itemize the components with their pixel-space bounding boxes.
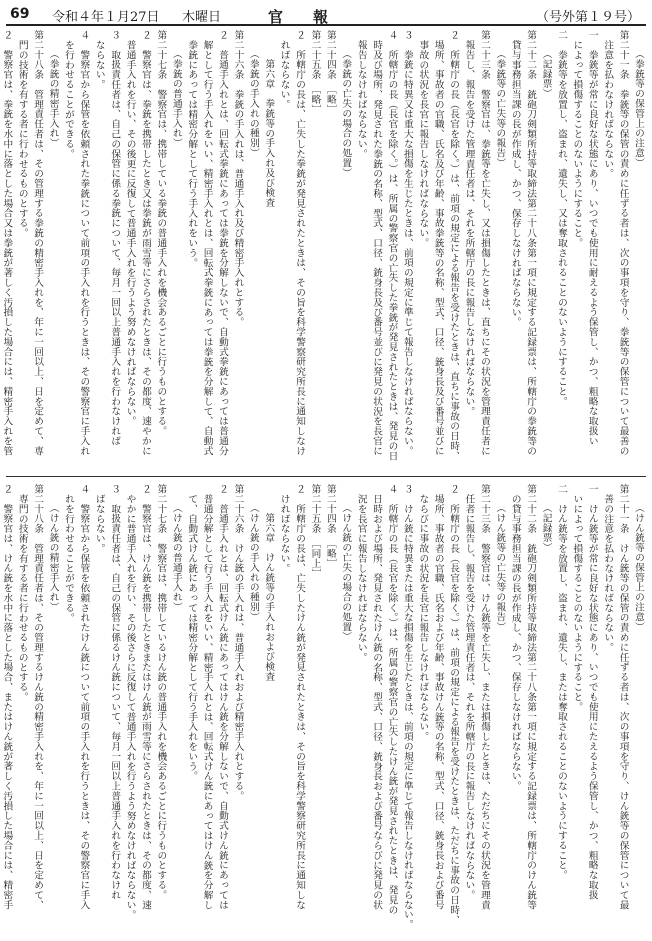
page-number: 69 [10, 6, 30, 22]
text-line: ２ 所轄庁の長は、亡失したけん銃が発見されたときは、その旨を科学警察研究所長に通知しな [294, 484, 306, 910]
text-line: 任者に報告し、報告を受けた管理責任者は、それを所轄庁の長に報告しなければならない。 [463, 493, 475, 900]
text-line: （けん銃の亡失の場合の処置） [340, 503, 352, 642]
text-line: ３ けん銃に特異または重大な損傷を生じたときは、前項の規定に準じて報告しなければならない。 [401, 484, 413, 930]
text-line: ならびに事故の状況を長官に報告しなければならない。 [417, 493, 429, 742]
text-line: ４ 警察官から保管を依頼された拳銃について前項の手入れを行うときは、その警察官に手入れ [78, 30, 90, 456]
text-line: （けん銃等の亡失等の報告） [494, 503, 506, 633]
text-line: いによって損傷することのないようにすること。 [571, 493, 583, 712]
text-line: 況を長官に報告しなければならない。 [355, 493, 367, 662]
text-line: によって損傷することのないようにすること。 [571, 39, 583, 248]
text-line: 第二十四条 ［略］ [324, 30, 336, 115]
text-line: 解として行う手入れをいい、精密手入れとは、回転式拳銃にあっては拳銃を分解して、自動式 [201, 39, 213, 456]
text-line: 第二十三条 警察官は、拳銃等を亡失し、又は損傷したときは、直ちにその状況を管理責任者に [478, 30, 490, 456]
text-line: 報告し、報告を受けた管理責任者は、それを所轄庁の長に報告しなければならない。 [463, 39, 475, 416]
text-line: （拳銃の普通手入れ） [170, 49, 182, 149]
text-line: 第二十四条 ［略］ [324, 484, 336, 569]
text-line: 注意を払わなければならない。 [602, 39, 614, 179]
text-line: 日時および場所、発見されたけん銃の名称、型式、口径、銃身長および番号ならびに発見の状 [371, 493, 383, 910]
text-line: ４ 所轄庁の長（長官を除く。）は、所属の警察官の亡失した拳銃が発見されたときは、発見の日 [386, 30, 398, 461]
text-line: 第六章 けん銃等の手入れおよび検査 [263, 513, 275, 682]
gazette-title: 官報 [268, 8, 359, 26]
text-line: （拳銃等の亡失等の報告） [494, 49, 506, 169]
text-line: ２ 所轄庁の長（長官を除く。）は、前項の規定による報告を受けたときは、ただちに事故の日時、 [448, 484, 460, 925]
text-line: 一 けん銃等が常に良好な状態にあり、いつでも使用にたえるよう保管し、かつ、粗略な取扱 [586, 484, 598, 900]
issue-number: （号外第１９号） [535, 10, 640, 25]
text-line: 拳銃にあっては精密分解として行う手入れをいう。 [186, 39, 198, 268]
text-line: ２ 警察官は、拳銃を水中に落とした場合又は拳銃が著しく汚損した場合には、精密手入れを管 [1, 30, 13, 456]
text-line: （記録票） [540, 503, 552, 553]
text-line: ければならない。 [278, 493, 290, 573]
text-line: れを行わせることができる。 [62, 493, 74, 623]
amended-text-panel [1, 30, 646, 472]
text-line: ３ 取扱責任者は、自己の保管に係る拳銃について、毎月一回以上普通手入れを行わなければ [109, 30, 121, 446]
text-line: 普通分解として行う手入れをいい、精密手入れとは、回転式けん銃にあってはけん銃を分解し [201, 493, 213, 910]
text-line: 二 けん銃等を放置し、盗まれ、遺失し、または奪取されることのないようにすること。 [555, 484, 567, 880]
page-header [6, 4, 646, 26]
issue-date: 令和４年１月27日 [52, 10, 160, 25]
text-line: 第二十二条 銃砲刀剣類所持等取締法第二十八条第一項に規定する記録票は、所轄庁のけん銃等 [525, 484, 537, 910]
text-line: ２ 所轄庁の長（長官を除く。）は、前項の規定による報告を受けたときは、直ちに事故の日時、 [448, 30, 460, 461]
text-line: ２ 警察官は、けん銃を携帯したときまたはけん銃が雨雪等にさらされたときは、その都度、速 [140, 484, 151, 910]
text-line: ２ 所轄庁の長は、亡失した拳銃が発見されたときは、その旨を科学警察研究所長に通知しなけ [294, 30, 306, 456]
text-line: やかに普通手入れを行い、その後さらに反復して普通手入れを行うよう努めなければならない。 [124, 493, 136, 920]
text-line: 場所、事故者の官職、氏名及び年齢、事故拳銃等の名称、型式、口径、銃身長及び番号並びに [432, 39, 444, 456]
text-line: （拳銃等の保管上の注意） [633, 49, 644, 169]
panel-divider [6, 476, 646, 477]
text-line: ２ 警察官は、拳銃を携帯したとき又は拳銃が雨雪等にさらされたときは、その都度、速やかに [140, 30, 151, 456]
text-line: 第二十三条 警察官は、けん銃等を亡失し、または損傷したときは、ただちにその状況を管理責 [478, 484, 490, 910]
text-line: ２ 普通手入れとは、回転式拳銃にあっては拳銃を分解しないで、自動式拳銃にあっては普通分 [217, 30, 229, 456]
text-line: の貸与事務担当課の長が作成し、かつ、保存しなければならない。 [509, 493, 521, 791]
text-line: 第二十八条 管理責任者は、その管理する拳銃の精密手入れを、年に一回以上、日を定めて、専 [32, 30, 44, 456]
text-line: 第二十六条 けん銃の手入れは、普通手入れおよび精密手入れとする。 [232, 484, 244, 801]
text-line: 第六章 拳銃等の手入れ及び検査 [263, 59, 275, 208]
text-line: 専門の技術を有する者に行わせるものとする。 [16, 493, 28, 702]
text-line: （けん銃の手入れの種別） [247, 503, 259, 623]
text-line: （記録票） [540, 49, 552, 99]
text-line: 第二十五条 ［略］ [309, 30, 321, 115]
text-line: 一 拳銃等が常に良好な状態にあり、いつでも使用に耐えるよう保管し、かつ、粗略な取扱い [586, 30, 598, 446]
text-line: ３ 拳銃に特異又は重大な損傷を生じたときは、前項の規定に準じて報告しなければならない。 [401, 30, 413, 456]
text-line: ばならない。 [93, 493, 105, 554]
text-line: ３ 取扱責任者は、自己の保管に係るけん銃について、毎月一回以上普通手入れを行わなけれ [109, 484, 121, 900]
text-line: 第二十一条 拳銃等の保管の責めに任ずる者は、次の事項を守り、拳銃等の保管について最善の [617, 30, 629, 456]
text-line: 善の注意を払わなければならない。 [602, 493, 614, 653]
amended-text-body [1, 30, 646, 472]
text-line: （けん銃等の保管上の注意） [633, 503, 644, 633]
text-line: （けん銃の普通手入れ） [170, 503, 182, 613]
text-line: （けん銃の精密手入れ） [47, 503, 59, 613]
text-line: ならない。 [93, 39, 105, 90]
text-line: 第二十五条 ［同上］ [309, 484, 321, 579]
text-line: 第二十八条 管理責任者は、その管理するけん銃の精密手入れを、年に一回以上、日を定めて、 [32, 484, 44, 910]
text-line: ４ 所轄庁の長（長官を除く。）は、所属の警察官の亡失したけん銃が発見されたときは、発見の [386, 484, 398, 915]
text-line: 第二十二条 銃砲刀剣類所持等取締法第二十八条第一項に規定する記録票は、所轄庁の拳銃等の [525, 30, 537, 456]
text-line: ４ 警察官から保管を依頼されたけん銃について前項の手入れを行うときは、その警察官に手入 [78, 484, 90, 910]
text-line: 第二十一条 けん銃等の保管の責めに任ずる者は、次の事項を守り、けん銃等の保管について最 [617, 484, 629, 910]
text-line: を行わせることができる。 [62, 39, 74, 159]
text-line: 事故の状況を長官に報告しなければならない。 [417, 39, 429, 248]
text-line: 貸与事務担当課の長が作成し、かつ、保存しなければならない。 [509, 39, 521, 327]
text-line: 普通手入れを行い、その後更に反復して普通手入れを行うよう努めなければならない。 [124, 39, 136, 426]
text-line: 時及び場所、発見された拳銃の名称、型式、口径、銃身長及び番号並びに発見の状況を長官に [371, 39, 383, 456]
text-line: 報告しなければならない。 [355, 39, 367, 159]
issue-weekday: 木曜日 [182, 10, 222, 25]
text-line: ２ 普通手入れとは、回転式けん銃にあってはけん銃を分解しないで、自動式けん銃にあっては [217, 484, 229, 910]
text-line: 門の技術を有する者に行わせるものとする。 [16, 39, 28, 238]
text-line: ２ 警察官は、けん銃を水中に落とした場合、またはけん銃が著しく汚損した場合には、精密手 [1, 484, 13, 910]
text-line: 第二十七条 警察官は、携帯しているけん銃の普通手入れを機会あるごとに行うものとする。 [155, 484, 167, 900]
text-line: （拳銃の手入れの種別） [247, 49, 259, 159]
text-line: て、自動式けん銃にあっては精密分解として行う手入れをいう。 [186, 493, 198, 781]
text-line: （拳銃の亡失の場合の処置） [340, 49, 352, 179]
text-line: 場所、事故者の官職、氏名および年齢、事故けん銃等の名称、型式、口径、銃身長および番号 [432, 493, 444, 910]
text-line: 第二十六条 拳銃の手入れは、普通手入れ及び精密手入れとする。 [232, 30, 244, 327]
text-line: 第二十七条 警察官は、携帯している拳銃の普通手入れを機会あるごとに行うものとする。 [155, 30, 167, 436]
original-text-panel [1, 484, 646, 934]
text-line: （拳銃の精密手入れ） [47, 49, 59, 149]
text-line: ればならない。 [278, 39, 290, 109]
original-text-body [1, 484, 646, 934]
text-line: 二 拳銃等を放置し、盗まれ、遺失し、又は奪取されることのないようにすること。 [555, 30, 567, 407]
